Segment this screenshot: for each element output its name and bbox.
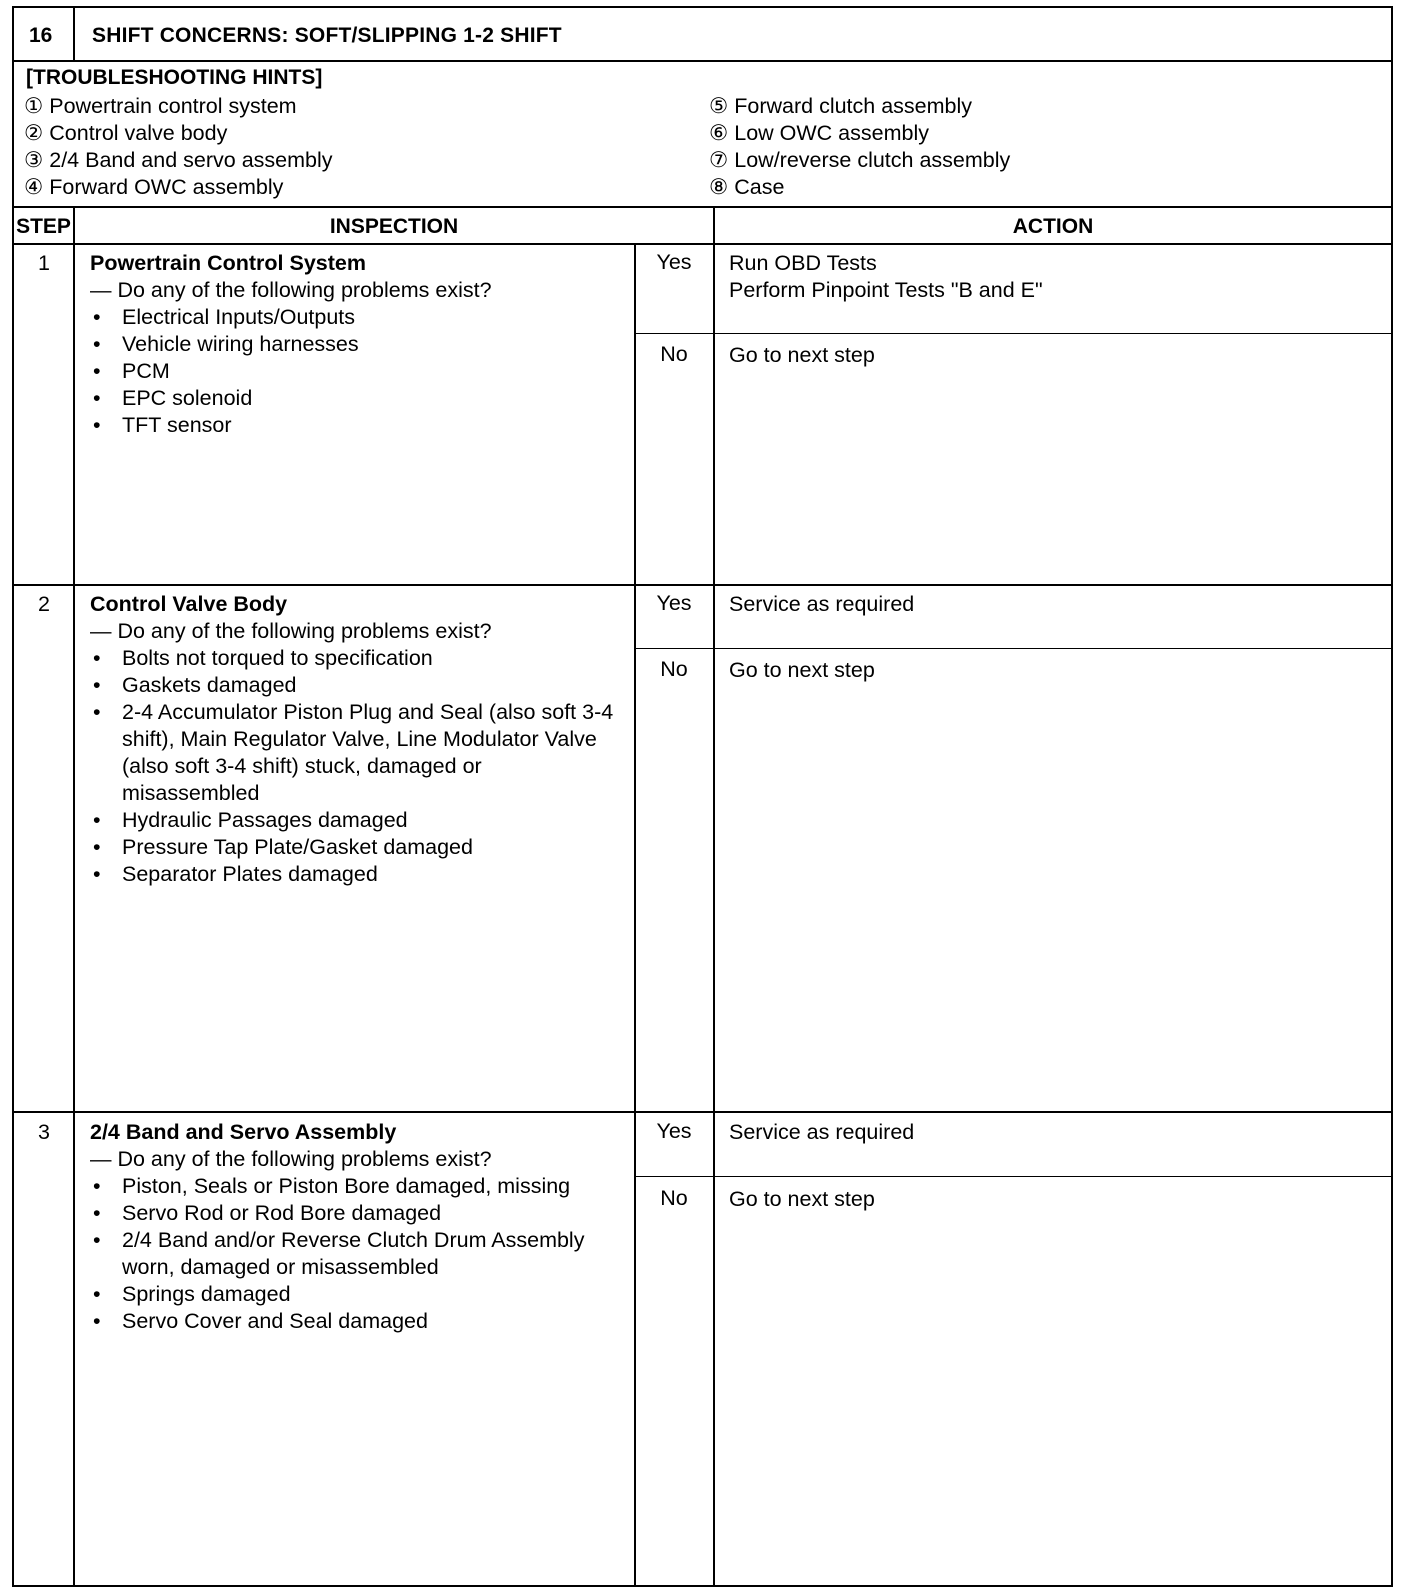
inspection-question: — Do any of the following problems exist? (90, 619, 492, 643)
hint-item: ⑧ Case (709, 175, 785, 199)
inspection-question: — Do any of the following problems exist? (90, 1147, 492, 1171)
column-header-inspection: INSPECTION (329, 215, 459, 238)
hints-heading: [TROUBLESHOOTING HINTS] (26, 66, 323, 89)
checklist-item: • EPC solenoid (90, 385, 620, 412)
checklist-item: • Piston, Seals or Piston Bore damaged, missing (90, 1173, 620, 1200)
checklist-item: • Bolts not torqued to specification (90, 645, 620, 672)
yes-no-divider (634, 333, 1391, 334)
checklist-item: • 2/4 Band and/or Reverse Clutch Drum Assembly worn, damaged or misassembled (90, 1227, 620, 1281)
yes-action (729, 1119, 1379, 1146)
no-action: Go to next step (729, 343, 875, 367)
inspection-checklist (90, 304, 620, 439)
checklist-item: • Vehicle wiring harnesses (90, 331, 620, 358)
no-action: Go to next step (729, 658, 875, 682)
step-column-line (73, 206, 75, 1585)
chart-title: SHIFT CONCERNS: SOFT/SLIPPING 1-2 SHIFT (92, 24, 562, 47)
yes-label: Yes (656, 1119, 692, 1143)
title-separator (14, 60, 1391, 62)
action-line: Service as required (729, 1120, 915, 1144)
hint-item: ④ Forward OWC assembly (24, 175, 284, 199)
hint-item: ⑥ Low OWC assembly (709, 121, 929, 145)
hint-item: ③ 2/4 Band and servo assembly (24, 148, 333, 172)
checklist-item: • Electrical Inputs/Outputs (90, 304, 620, 331)
yes-label: Yes (656, 591, 692, 615)
checklist-item: • Servo Rod or Rod Bore damaged (90, 1200, 620, 1227)
column-header-step: STEP (16, 215, 71, 238)
checklist-item: • Gaskets damaged (90, 672, 620, 699)
step-1-inspection (90, 250, 620, 439)
step-2-inspection (90, 591, 620, 888)
inspection-title: Control Valve Body (90, 592, 288, 616)
yes-no-divider (634, 1176, 1391, 1177)
yesno-column-line (634, 243, 636, 1585)
inspection-title: Powertrain Control System (90, 251, 366, 275)
no-label: No (660, 342, 688, 366)
checklist-item: • PCM (90, 358, 620, 385)
hint-item: ① Powertrain control system (24, 94, 297, 118)
no-label: No (660, 657, 688, 681)
inspection-question: — Do any of the following problems exist? (90, 278, 492, 302)
inspection-checklist (90, 645, 620, 888)
checklist-item: • Pressure Tap Plate/Gasket damaged (90, 834, 620, 861)
hints-left-list (24, 93, 333, 201)
step-number: 2 (38, 592, 50, 616)
step-number: 3 (38, 1120, 50, 1144)
hint-item: ② Control valve body (24, 121, 228, 145)
no-label: No (660, 1186, 688, 1210)
chart-number: 16 (29, 24, 53, 47)
hint-item: ⑦ Low/reverse clutch assembly (709, 148, 1011, 172)
hints-right-list (709, 93, 1010, 201)
header-separator (14, 243, 1391, 245)
checklist-item: • 2-4 Accumulator Piston Plug and Seal (also soft 3-4 shift), Main Regulator Valve, Line Modulator Valve (also soft 3-4 shift) stuck, damaged or misassembled (90, 699, 620, 807)
row-separator (14, 584, 1391, 586)
action-line: Perform Pinpoint Tests "B and E" (729, 278, 1043, 302)
action-line: Service as required (729, 592, 915, 616)
action-line: Run OBD Tests (729, 251, 877, 275)
hint-item: ⑤ Forward clutch assembly (709, 94, 973, 118)
no-action: Go to next step (729, 1187, 875, 1211)
yes-label: Yes (656, 250, 692, 274)
troubleshooting-chart (12, 6, 1393, 1587)
column-header-action: ACTION (1012, 215, 1094, 238)
checklist-item: • TFT sensor (90, 412, 620, 439)
inspection-checklist (90, 1173, 620, 1335)
row-separator (14, 1111, 1391, 1113)
checklist-item: • Springs damaged (90, 1281, 620, 1308)
checklist-item: • Servo Cover and Seal damaged (90, 1308, 620, 1335)
checklist-item: • Hydraulic Passages damaged (90, 807, 620, 834)
hints-separator (14, 206, 1391, 208)
yes-no-divider (634, 648, 1391, 649)
yes-action (729, 250, 1379, 304)
step-number: 1 (38, 251, 50, 275)
action-column-line (713, 206, 715, 1585)
inspection-title: 2/4 Band and Servo Assembly (90, 1120, 397, 1144)
yes-action (729, 591, 1379, 618)
step-3-inspection (90, 1119, 620, 1335)
title-divider (73, 8, 75, 60)
checklist-item: • Separator Plates damaged (90, 861, 620, 888)
